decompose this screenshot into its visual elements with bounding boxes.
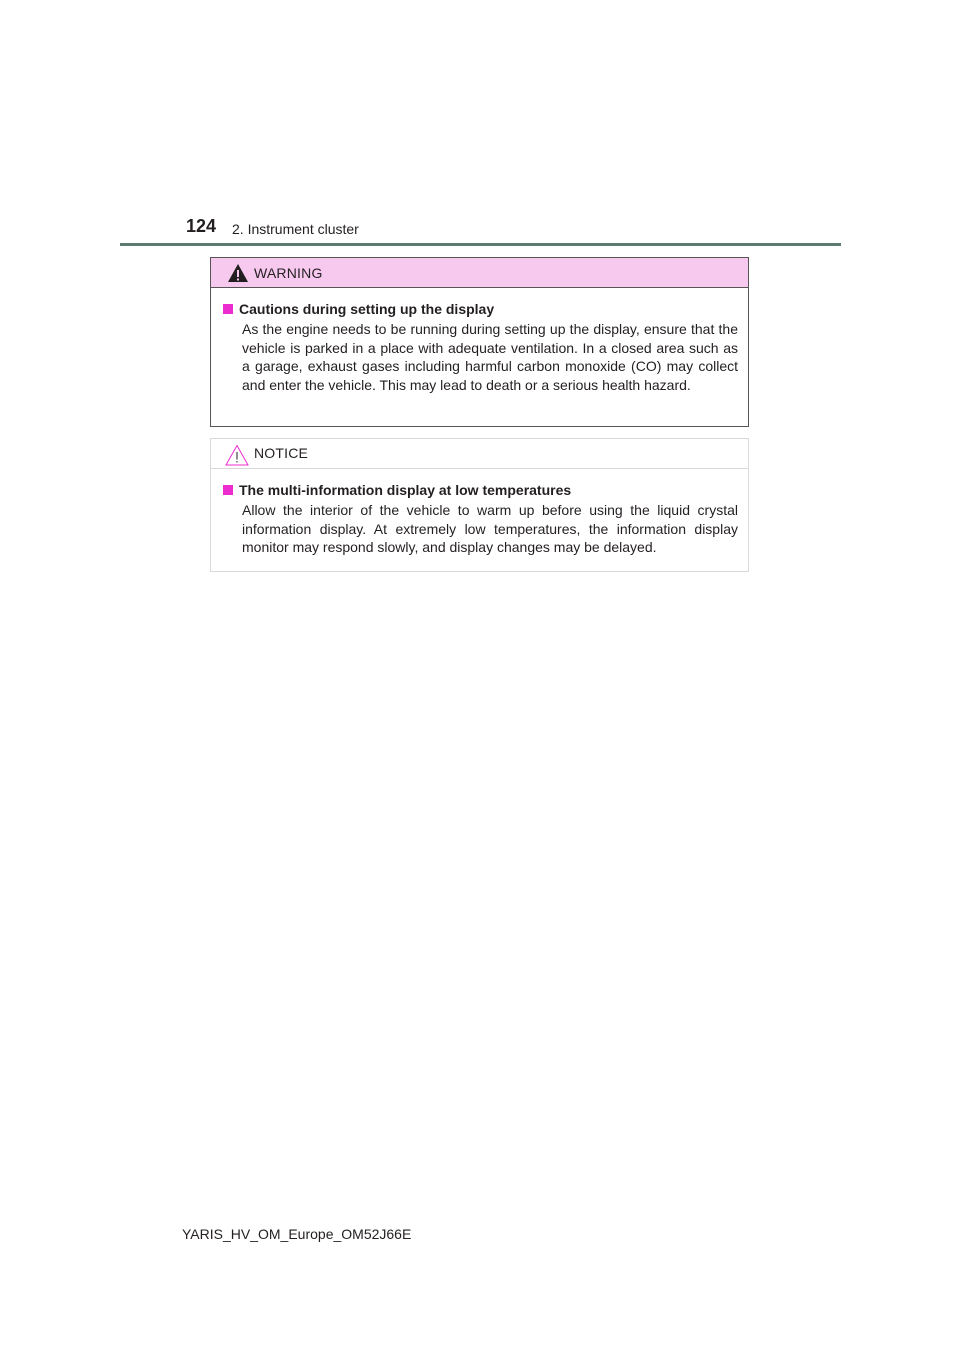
notice-triangle-icon bbox=[225, 444, 249, 466]
page-number: 124 bbox=[186, 216, 217, 236]
notice-box bbox=[210, 438, 749, 572]
warning-label: WARNING bbox=[254, 265, 323, 281]
section-title: 2. Instrument cluster bbox=[232, 221, 359, 237]
notice-body bbox=[211, 469, 748, 557]
header-rule bbox=[120, 243, 841, 246]
warning-box bbox=[210, 257, 749, 427]
square-bullet-icon bbox=[223, 485, 233, 495]
notice-label: NOTICE bbox=[254, 445, 309, 461]
warning-paragraph: As the engine needs to be running during setting up the display, ensure that the vehicle is parked in a place with adequate ventilation. In a closed area such as a garage, exhaust gases including harmful carbon monoxide (CO) may collect and enter the vehicle. This may lead to death or a serious health hazard. bbox=[242, 321, 738, 393]
warning-triangle-icon bbox=[227, 263, 249, 283]
footer-document-code: YARIS_HV_OM_Europe_OM52J66E bbox=[182, 1226, 412, 1242]
square-bullet-icon bbox=[223, 304, 233, 314]
warning-body bbox=[211, 288, 748, 394]
warning-header bbox=[211, 258, 748, 288]
notice-topic bbox=[223, 481, 738, 499]
notice-header bbox=[211, 439, 748, 469]
notice-paragraph: Allow the interior of the vehicle to warm up before using the liquid crystal information display. At extremely low temperatures, the information display monitor may respond slowly, and display changes may be delayed. bbox=[242, 502, 738, 555]
notice-topic-title: The multi-information display at low temperatures bbox=[239, 482, 572, 498]
warning-topic-title: Cautions during setting up the display bbox=[239, 301, 495, 317]
warning-topic bbox=[223, 300, 738, 318]
